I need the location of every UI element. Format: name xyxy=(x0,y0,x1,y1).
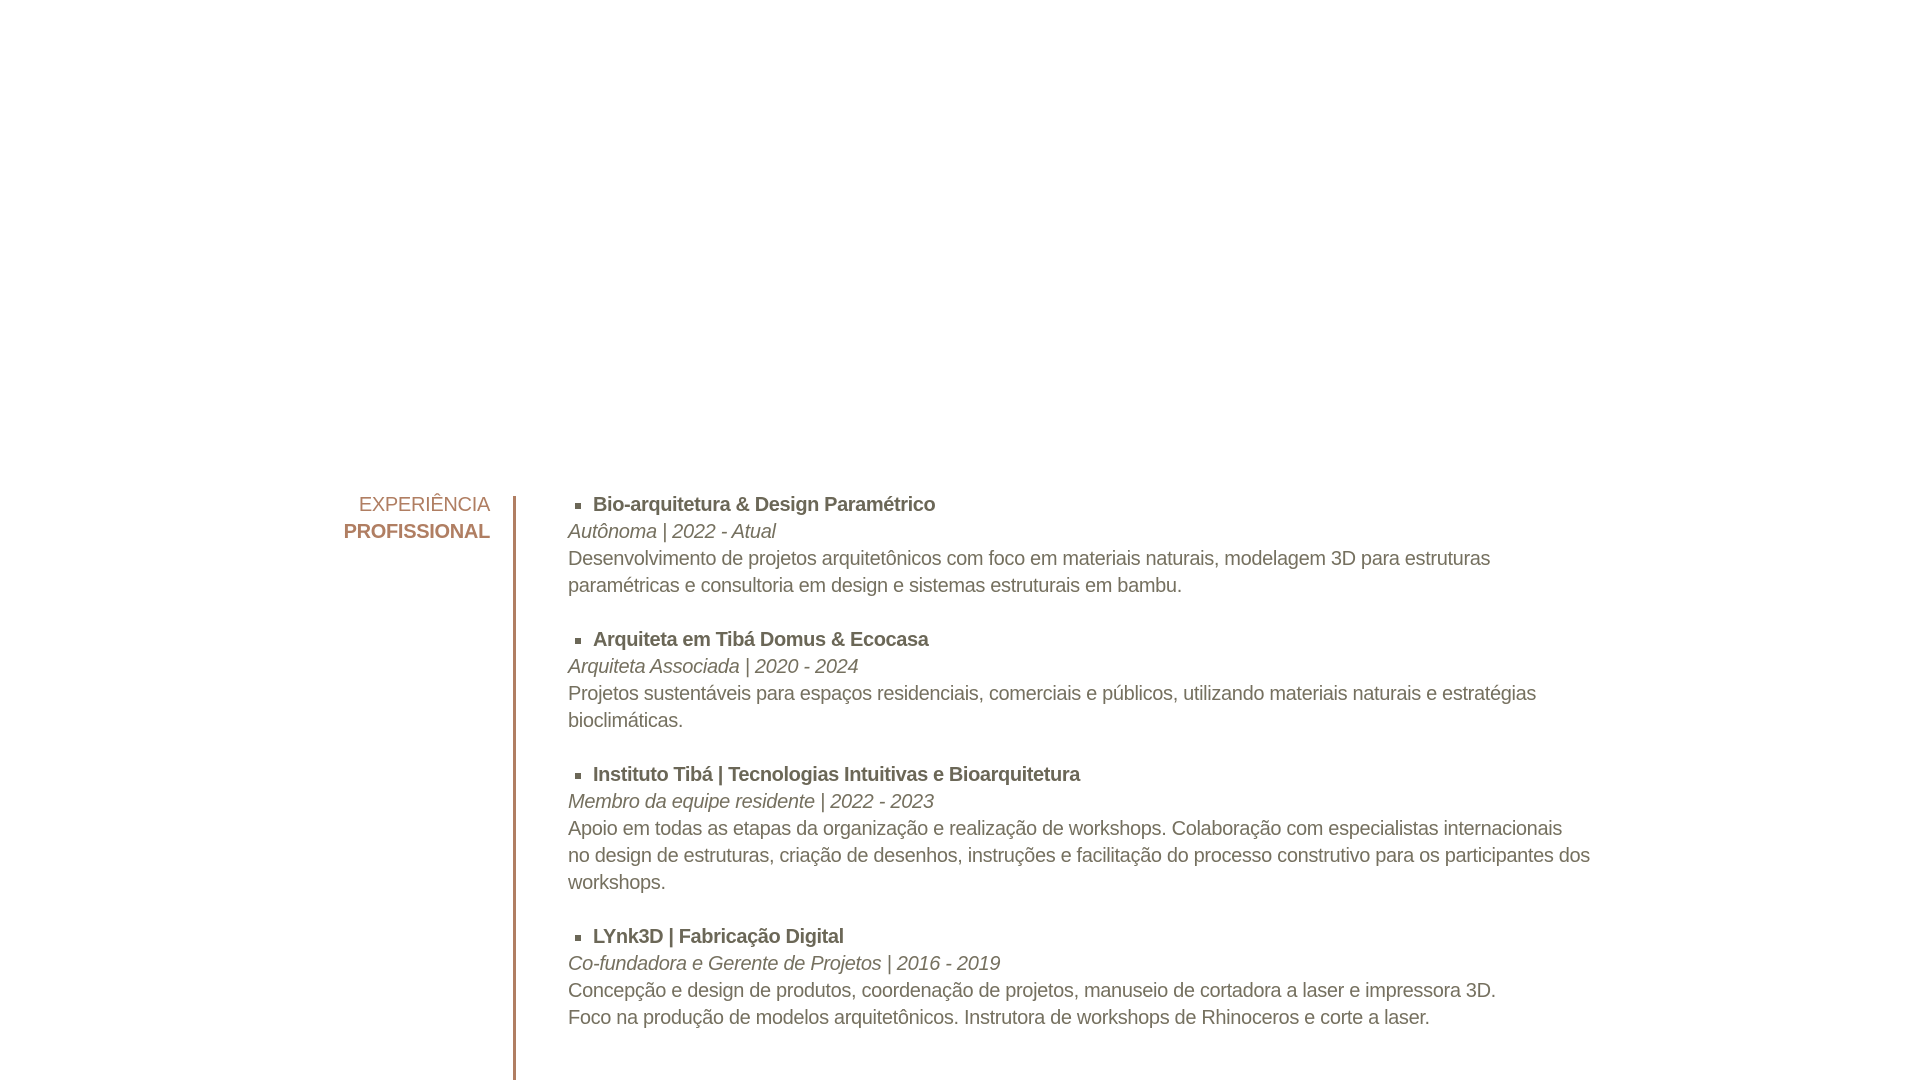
entry-description xyxy=(568,681,1628,735)
entry-description-line: Apoio em todas as etapas da organização e realização de workshops. Colaboração com especialistas internacionais xyxy=(568,818,1562,840)
entry-description-line: Projetos sustentáveis para espaços residenciais, comerciais e públicos, utilizando materiais naturais e estratégias xyxy=(568,683,1537,705)
entry-description xyxy=(568,816,1628,897)
entry-title-row xyxy=(568,492,1628,519)
experience-entry xyxy=(568,492,1628,600)
entry-description-line: Desenvolvimento de projetos arquitetônicos com foco em materiais naturais, modelagem 3D para estruturas xyxy=(568,548,1491,570)
experience-entry xyxy=(568,762,1628,897)
entry-title-row xyxy=(568,627,1628,654)
section-label xyxy=(300,492,490,546)
entry-description-line: workshops. xyxy=(568,872,666,894)
entry-description-line: Foco na produção de modelos arquitetônicos. Instrutora de workshops de Rhinoceros e corte a laser. xyxy=(568,1007,1430,1029)
section-label-line1: EXPERIÊNCIA xyxy=(358,494,490,516)
entry-description xyxy=(568,978,1628,1032)
entry-title: Arquiteta em Tibá Domus & Ecocasa xyxy=(593,629,929,651)
entry-role: Membro da equipe residente | 2022 - 2023 xyxy=(568,791,934,813)
square-bullet-icon xyxy=(575,773,581,779)
entry-role: Arquiteta Associada | 2020 - 2024 xyxy=(568,656,859,678)
square-bullet-icon xyxy=(575,638,581,644)
square-bullet-icon xyxy=(575,503,581,509)
entry-description-line: bioclimáticas. xyxy=(568,710,684,732)
entry-description-line: no design de estruturas, criação de desenhos, instruções e facilitação do processo construtivo para os participantes dos xyxy=(568,845,1590,867)
vertical-divider xyxy=(513,496,516,1080)
entry-title: LYnk3D | Fabricação Digital xyxy=(593,926,844,948)
experience-entry xyxy=(568,627,1628,735)
entry-role: Autônoma | 2022 - Atual xyxy=(568,521,776,543)
experience-list xyxy=(568,492,1628,1059)
entry-description-line: paramétricas e consultoria em design e sistemas estruturais em bambu. xyxy=(568,575,1182,597)
section-label-line2: PROFISSIONAL xyxy=(343,521,490,543)
entry-title-row xyxy=(568,762,1628,789)
entry-title-row xyxy=(568,924,1628,951)
entry-title: Instituto Tibá | Tecnologias Intuitivas e Bioarquitetura xyxy=(593,764,1080,786)
experience-entry xyxy=(568,924,1628,1032)
square-bullet-icon xyxy=(575,935,581,941)
entry-role: Co-fundadora e Gerente de Projetos | 2016 - 2019 xyxy=(568,953,1001,975)
entry-description xyxy=(568,546,1628,600)
entry-description-line: Concepção e design de produtos, coordenação de projetos, manuseio de cortadora a laser e impressora 3D. xyxy=(568,980,1496,1002)
entry-title: Bio-arquitetura & Design Paramétrico xyxy=(593,494,936,516)
